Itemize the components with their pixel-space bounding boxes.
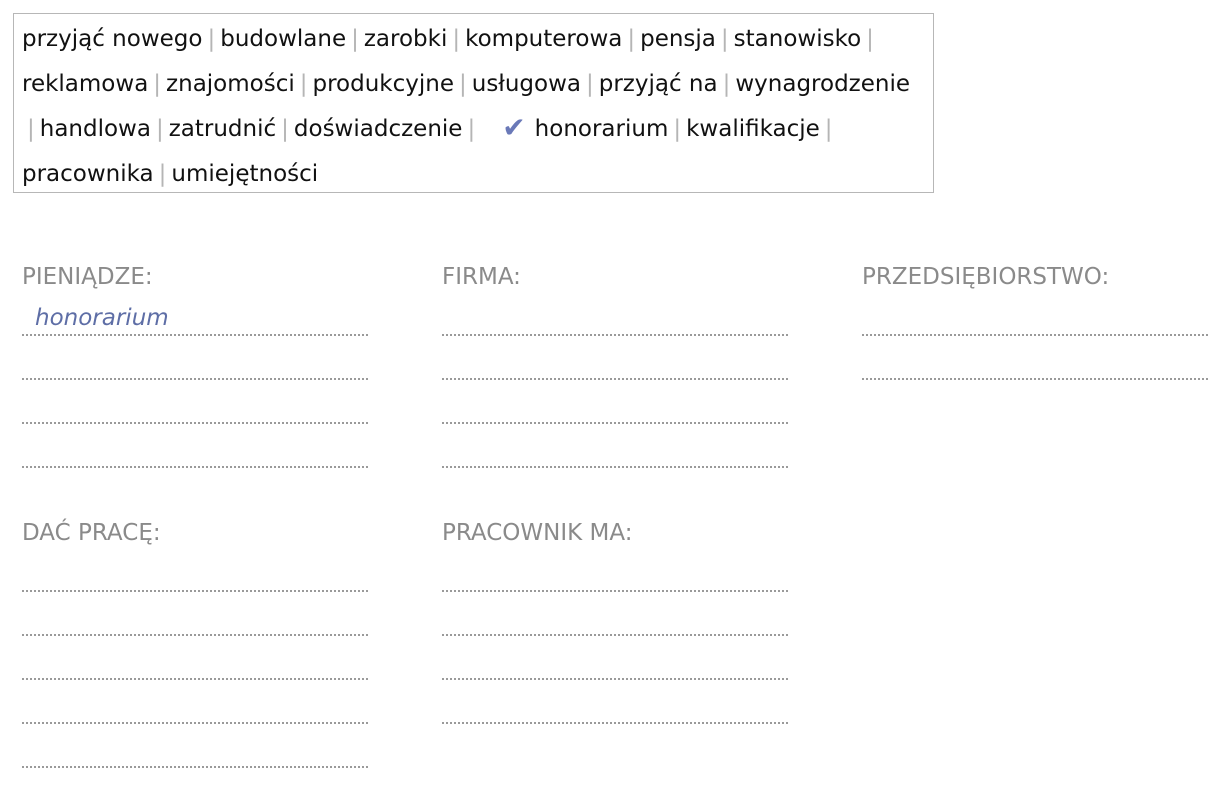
separator: | (673, 116, 682, 142)
category-title: PIENIĄDZE: (22, 264, 153, 290)
answer-slot[interactable] (442, 292, 788, 336)
word-chip[interactable]: przyjąć nowego (22, 26, 203, 52)
category-title: PRACOWNIK MA: (442, 520, 633, 546)
separator: | (27, 116, 35, 142)
category-title: DAĆ PRACĘ: (22, 520, 161, 546)
separator: | (824, 116, 833, 142)
answer-slot[interactable] (22, 592, 368, 636)
category-dac-prace (22, 518, 368, 768)
separator: | (452, 26, 461, 52)
word-chip[interactable]: zarobki (363, 26, 448, 52)
separator: | (153, 71, 162, 97)
word-bank (13, 13, 934, 193)
category-przedsiebiorstwo (862, 262, 1208, 380)
separator: | (866, 26, 874, 52)
separator: | (207, 26, 216, 52)
separator: | (299, 71, 308, 97)
answer-slot[interactable] (22, 292, 368, 336)
word-chip[interactable]: wynagrodzenie (735, 71, 911, 97)
word-chip[interactable]: doświadczenie (293, 116, 463, 142)
separator: | (586, 71, 594, 97)
word-chip[interactable]: handlowa (39, 116, 151, 142)
answer-slot[interactable] (22, 724, 368, 768)
word-chip[interactable]: reklamowa (22, 71, 149, 97)
answer-slot[interactable] (442, 380, 788, 424)
category-title: PRZEDSIĘBIORSTWO: (862, 264, 1110, 290)
answer-slot[interactable] (862, 292, 1208, 336)
category-pracownik-ma (442, 518, 788, 724)
word-chip[interactable]: budowlane (220, 26, 347, 52)
word-chip[interactable]: umiejętności (171, 161, 319, 187)
word-chip[interactable]: pensja (640, 26, 716, 52)
answer-slot[interactable] (22, 336, 368, 380)
separator: | (627, 26, 636, 52)
separator: | (722, 71, 731, 97)
word-chip[interactable]: komputerowa (465, 26, 623, 52)
separator: | (158, 161, 167, 187)
answer-slot[interactable] (22, 424, 368, 468)
answer-slot[interactable] (22, 548, 368, 592)
word-chip[interactable]: kwalifikacje (686, 116, 820, 142)
word-chip[interactable]: pracownika (22, 161, 154, 187)
answer-slot[interactable] (442, 592, 788, 636)
separator: | (459, 71, 467, 97)
word-chip[interactable]: przyjąć na (598, 71, 718, 97)
answer-slot[interactable] (442, 680, 788, 724)
word-chip[interactable]: zatrudnić (168, 116, 277, 142)
word-chip[interactable]: znajomości (166, 71, 295, 97)
separator: | (281, 116, 289, 142)
separator: | (467, 116, 476, 142)
separator: | (351, 26, 359, 52)
word-chip-used[interactable]: honorarium (534, 116, 669, 142)
answer-slot[interactable] (442, 336, 788, 380)
answer-text: honorarium (35, 305, 169, 331)
category-pieniadze (22, 262, 368, 468)
checkmark-icon: ✔ (502, 111, 526, 144)
word-chip[interactable]: usługowa (471, 71, 581, 97)
answer-slot[interactable] (862, 336, 1208, 380)
answer-slot[interactable] (442, 548, 788, 592)
answer-slot[interactable] (22, 636, 368, 680)
word-chip[interactable]: produkcyjne (312, 71, 454, 97)
answer-slot[interactable] (442, 424, 788, 468)
category-title: FIRMA: (442, 264, 521, 290)
separator: | (155, 116, 164, 142)
separator: | (720, 26, 729, 52)
answer-slot[interactable] (442, 636, 788, 680)
answer-slot[interactable] (22, 680, 368, 724)
answer-slot[interactable] (22, 380, 368, 424)
word-chip[interactable]: stanowisko (733, 26, 862, 52)
category-firma (442, 262, 788, 468)
